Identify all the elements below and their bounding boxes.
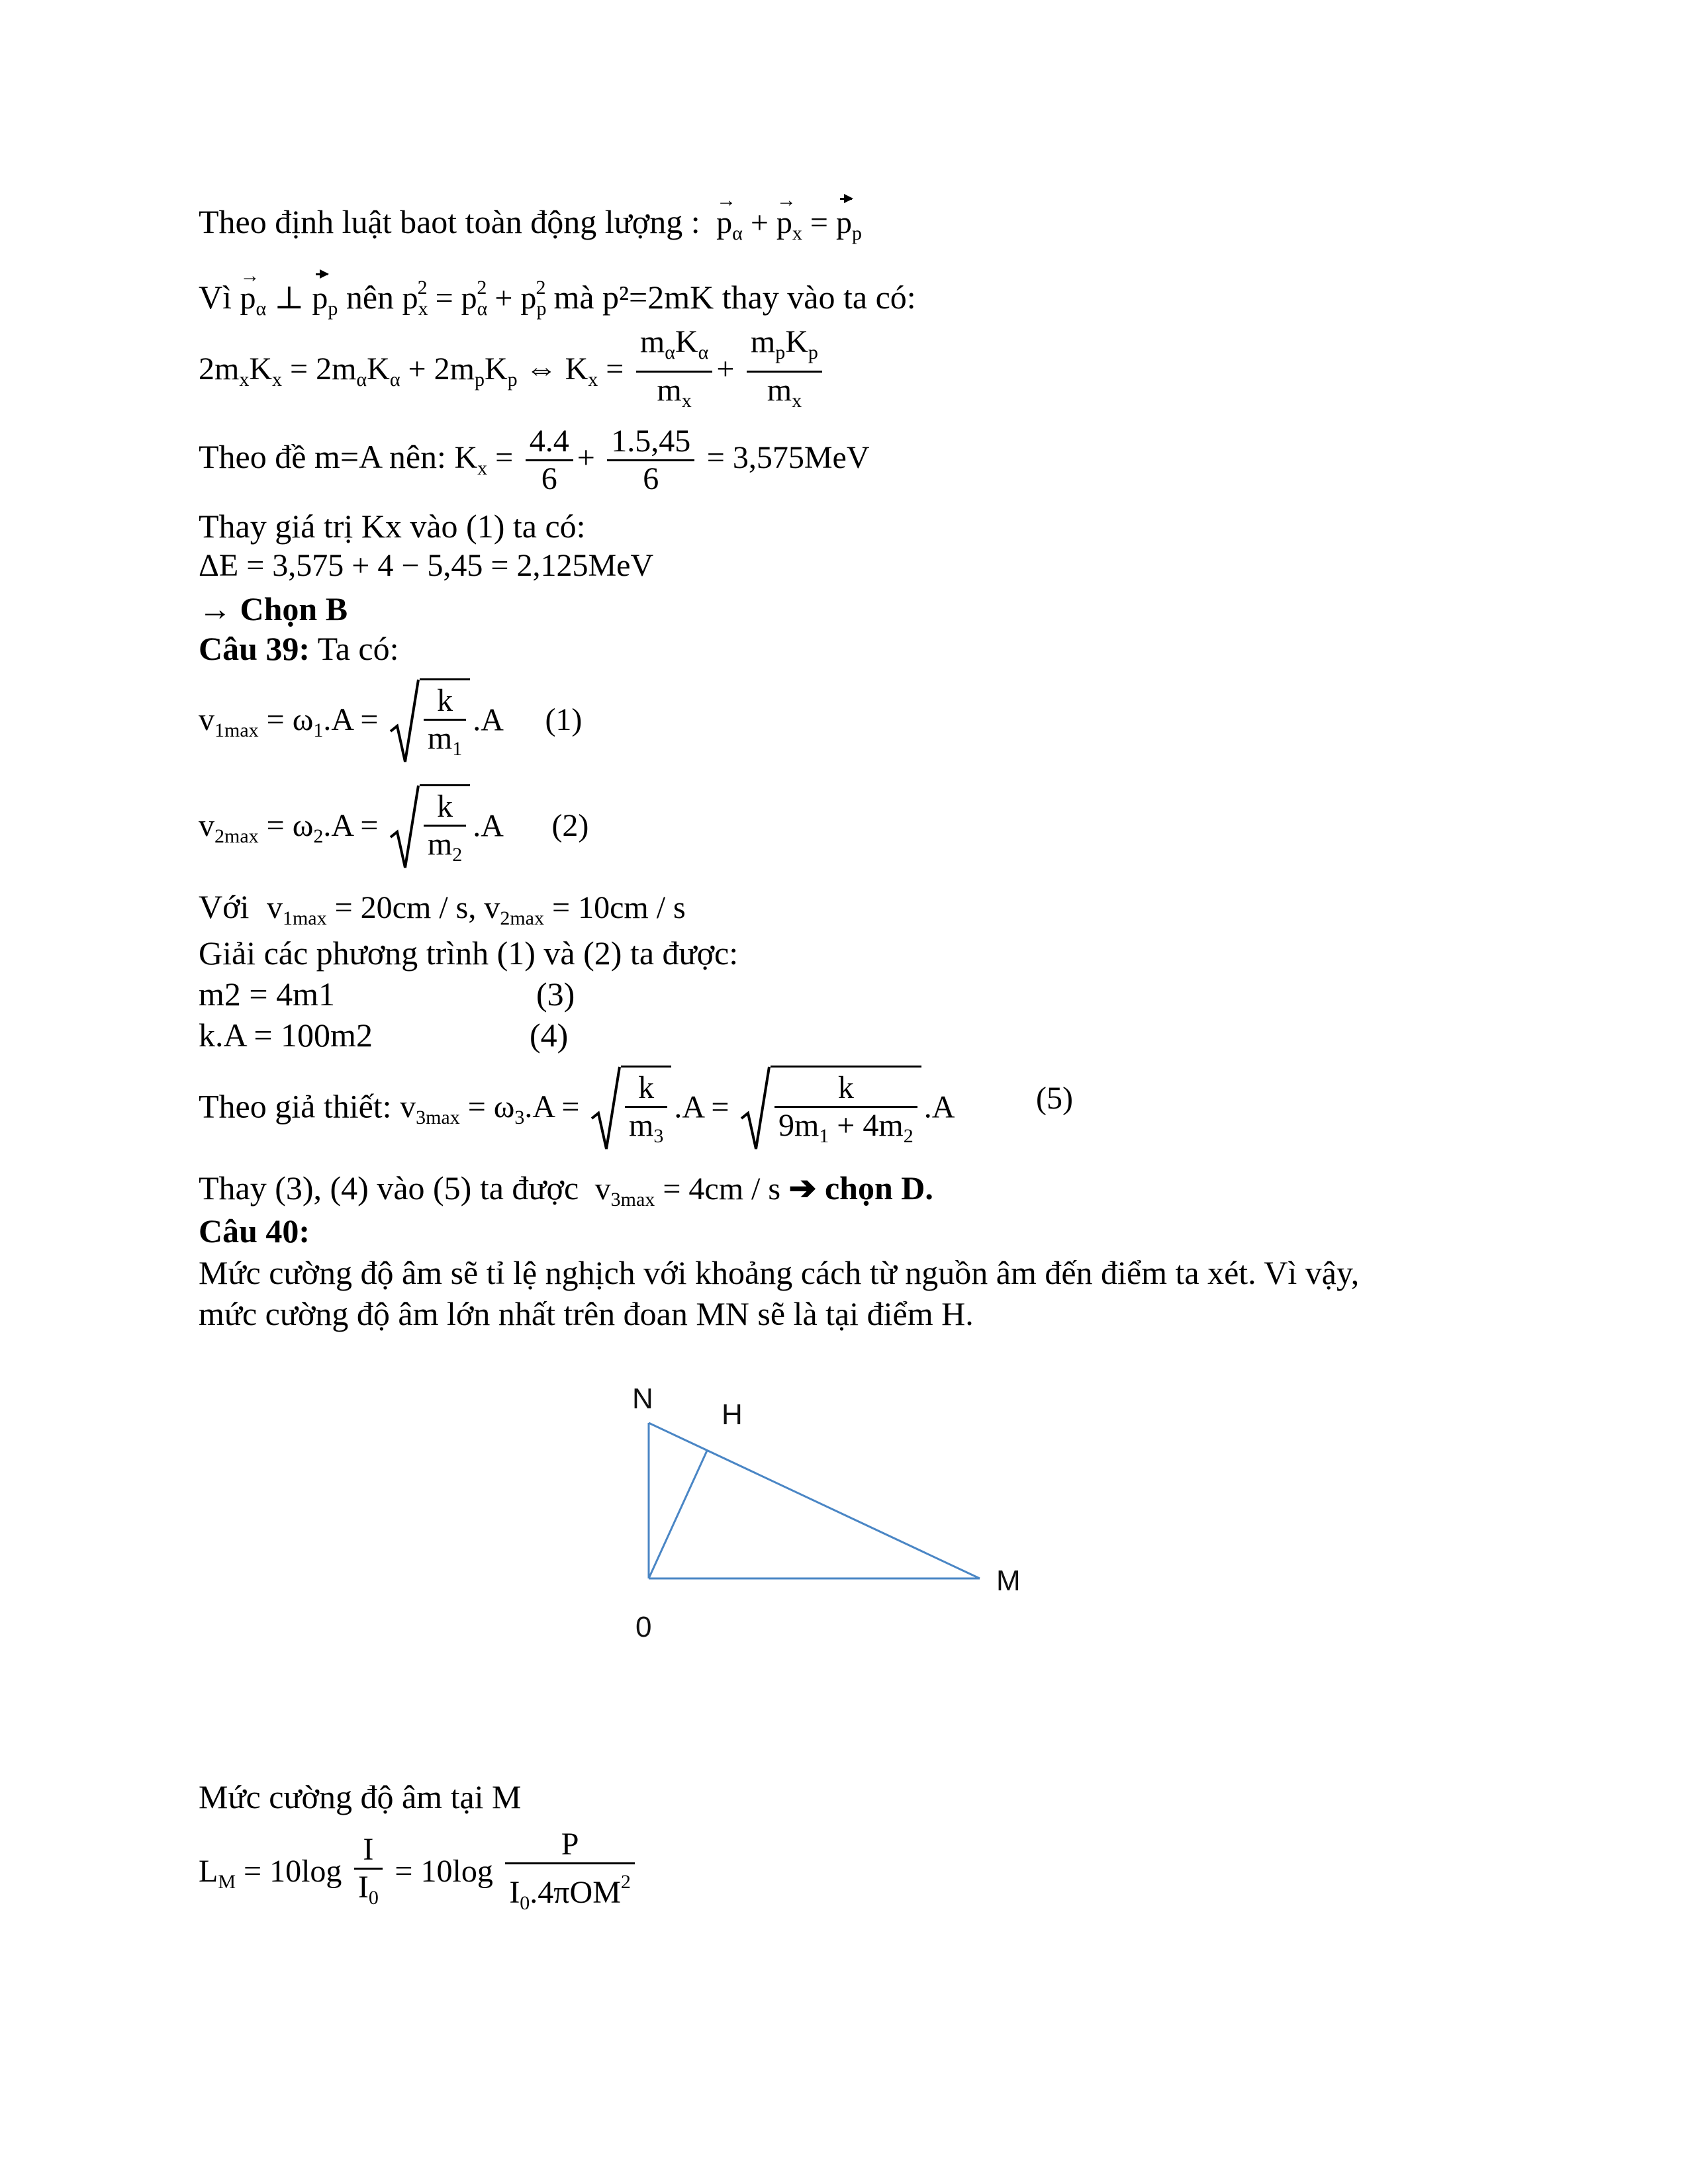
segment-nm xyxy=(649,1423,980,1578)
triangle-diagram xyxy=(583,1350,1059,1694)
conservation-line: Theo định luật baot toàn động lượng : → $p_\alpha$ + → $p_x = p_p$ xyxy=(199,202,862,253)
label-o: 0 xyxy=(635,1611,652,1643)
substitute-result: Thay (3), (4) vào (5) ta được $v_{3max} = 4cm / s$ ➔ chọn D. xyxy=(199,1169,933,1210)
v3max-equation: Theo giả thiết: $v_{3max} = \omega_3.A$ = $\frac{k}{m_3}$ .A = $\frac{k}{9m_1 + 4m_2}$ .A (5) xyxy=(199,1066,955,1154)
perpendicular-line: Vì → $p_\alpha$ ⊥ $p_p$ nên $p_x^2 = p_\alpha^2 + p_p^2$ mà p²=2mK thay vào ta có: xyxy=(199,268,916,329)
substitute-kx-line: Thay giá trị Kx vào (1) ta có: xyxy=(199,508,586,545)
kx-value-line: Theo đề m=A nên: $K_x$ = $\frac{4.4}{6}$ + $\frac{1.5,45}{6}$ = 3,575MeV xyxy=(199,424,870,496)
momentum-vector-equation: → $p_\alpha$ + → $p_x = p_p$ xyxy=(708,205,862,240)
lm-heading: Mức cường độ âm tại M xyxy=(199,1778,522,1815)
v2max-equation: $v_{2max} = \omega_2.A$ = $\frac{k}{m_2}$ .A (2) xyxy=(199,784,588,873)
label-h: H xyxy=(722,1398,743,1431)
v1max-equation: $v_{1max} = \omega_1.A$ = $\frac{k}{m_1}$ .A (1) xyxy=(199,678,582,767)
result-3: m2 = 4m1 (3) xyxy=(199,976,575,1013)
paragraph-line-1: Mức cường độ âm sẽ tỉ lệ nghịch với khoảng cách từ nguồn âm đến điểm ta xét. Vì vậy, xyxy=(199,1254,1360,1291)
question-39-heading: Câu 39: Ta có: xyxy=(199,630,399,667)
given-velocities: Với $v_{1max} = 20cm / s$, $v_{2max} = 10cm / s$ xyxy=(199,888,686,929)
answer-b: → Chọn B xyxy=(199,590,348,627)
result-4: k.A = 100m2 (4) xyxy=(199,1017,569,1054)
label-n: N xyxy=(632,1383,653,1415)
solve-text: Giải các phương trình (1) và (2) ta được: xyxy=(199,934,739,972)
label-m: M xyxy=(996,1565,1021,1597)
kinetic-energy-equation: $2m_xK_x = 2m_\alpha K_\alpha + 2m_pK_p$ ⇔ $K_x$ = $m_\alpha K_\alpha$ $m_x$ + $m_pK_p$ $m_x$ xyxy=(199,324,826,419)
paragraph-line-2: mức cường độ âm lớn nhất trên đoan MN sẽ là tại điểm H. xyxy=(199,1295,974,1332)
lm-equation: $L_M = 10\log$ $\frac{I}{I_0}$ = 10log P $I_0.4\pi OM^2$ xyxy=(199,1827,639,1921)
question-40-heading: Câu 40: xyxy=(199,1212,310,1250)
delta-e-equation: ΔE = 3,575 + 4 − 5,45 = 2,125MeV xyxy=(199,548,654,583)
segment-oh xyxy=(649,1451,707,1578)
